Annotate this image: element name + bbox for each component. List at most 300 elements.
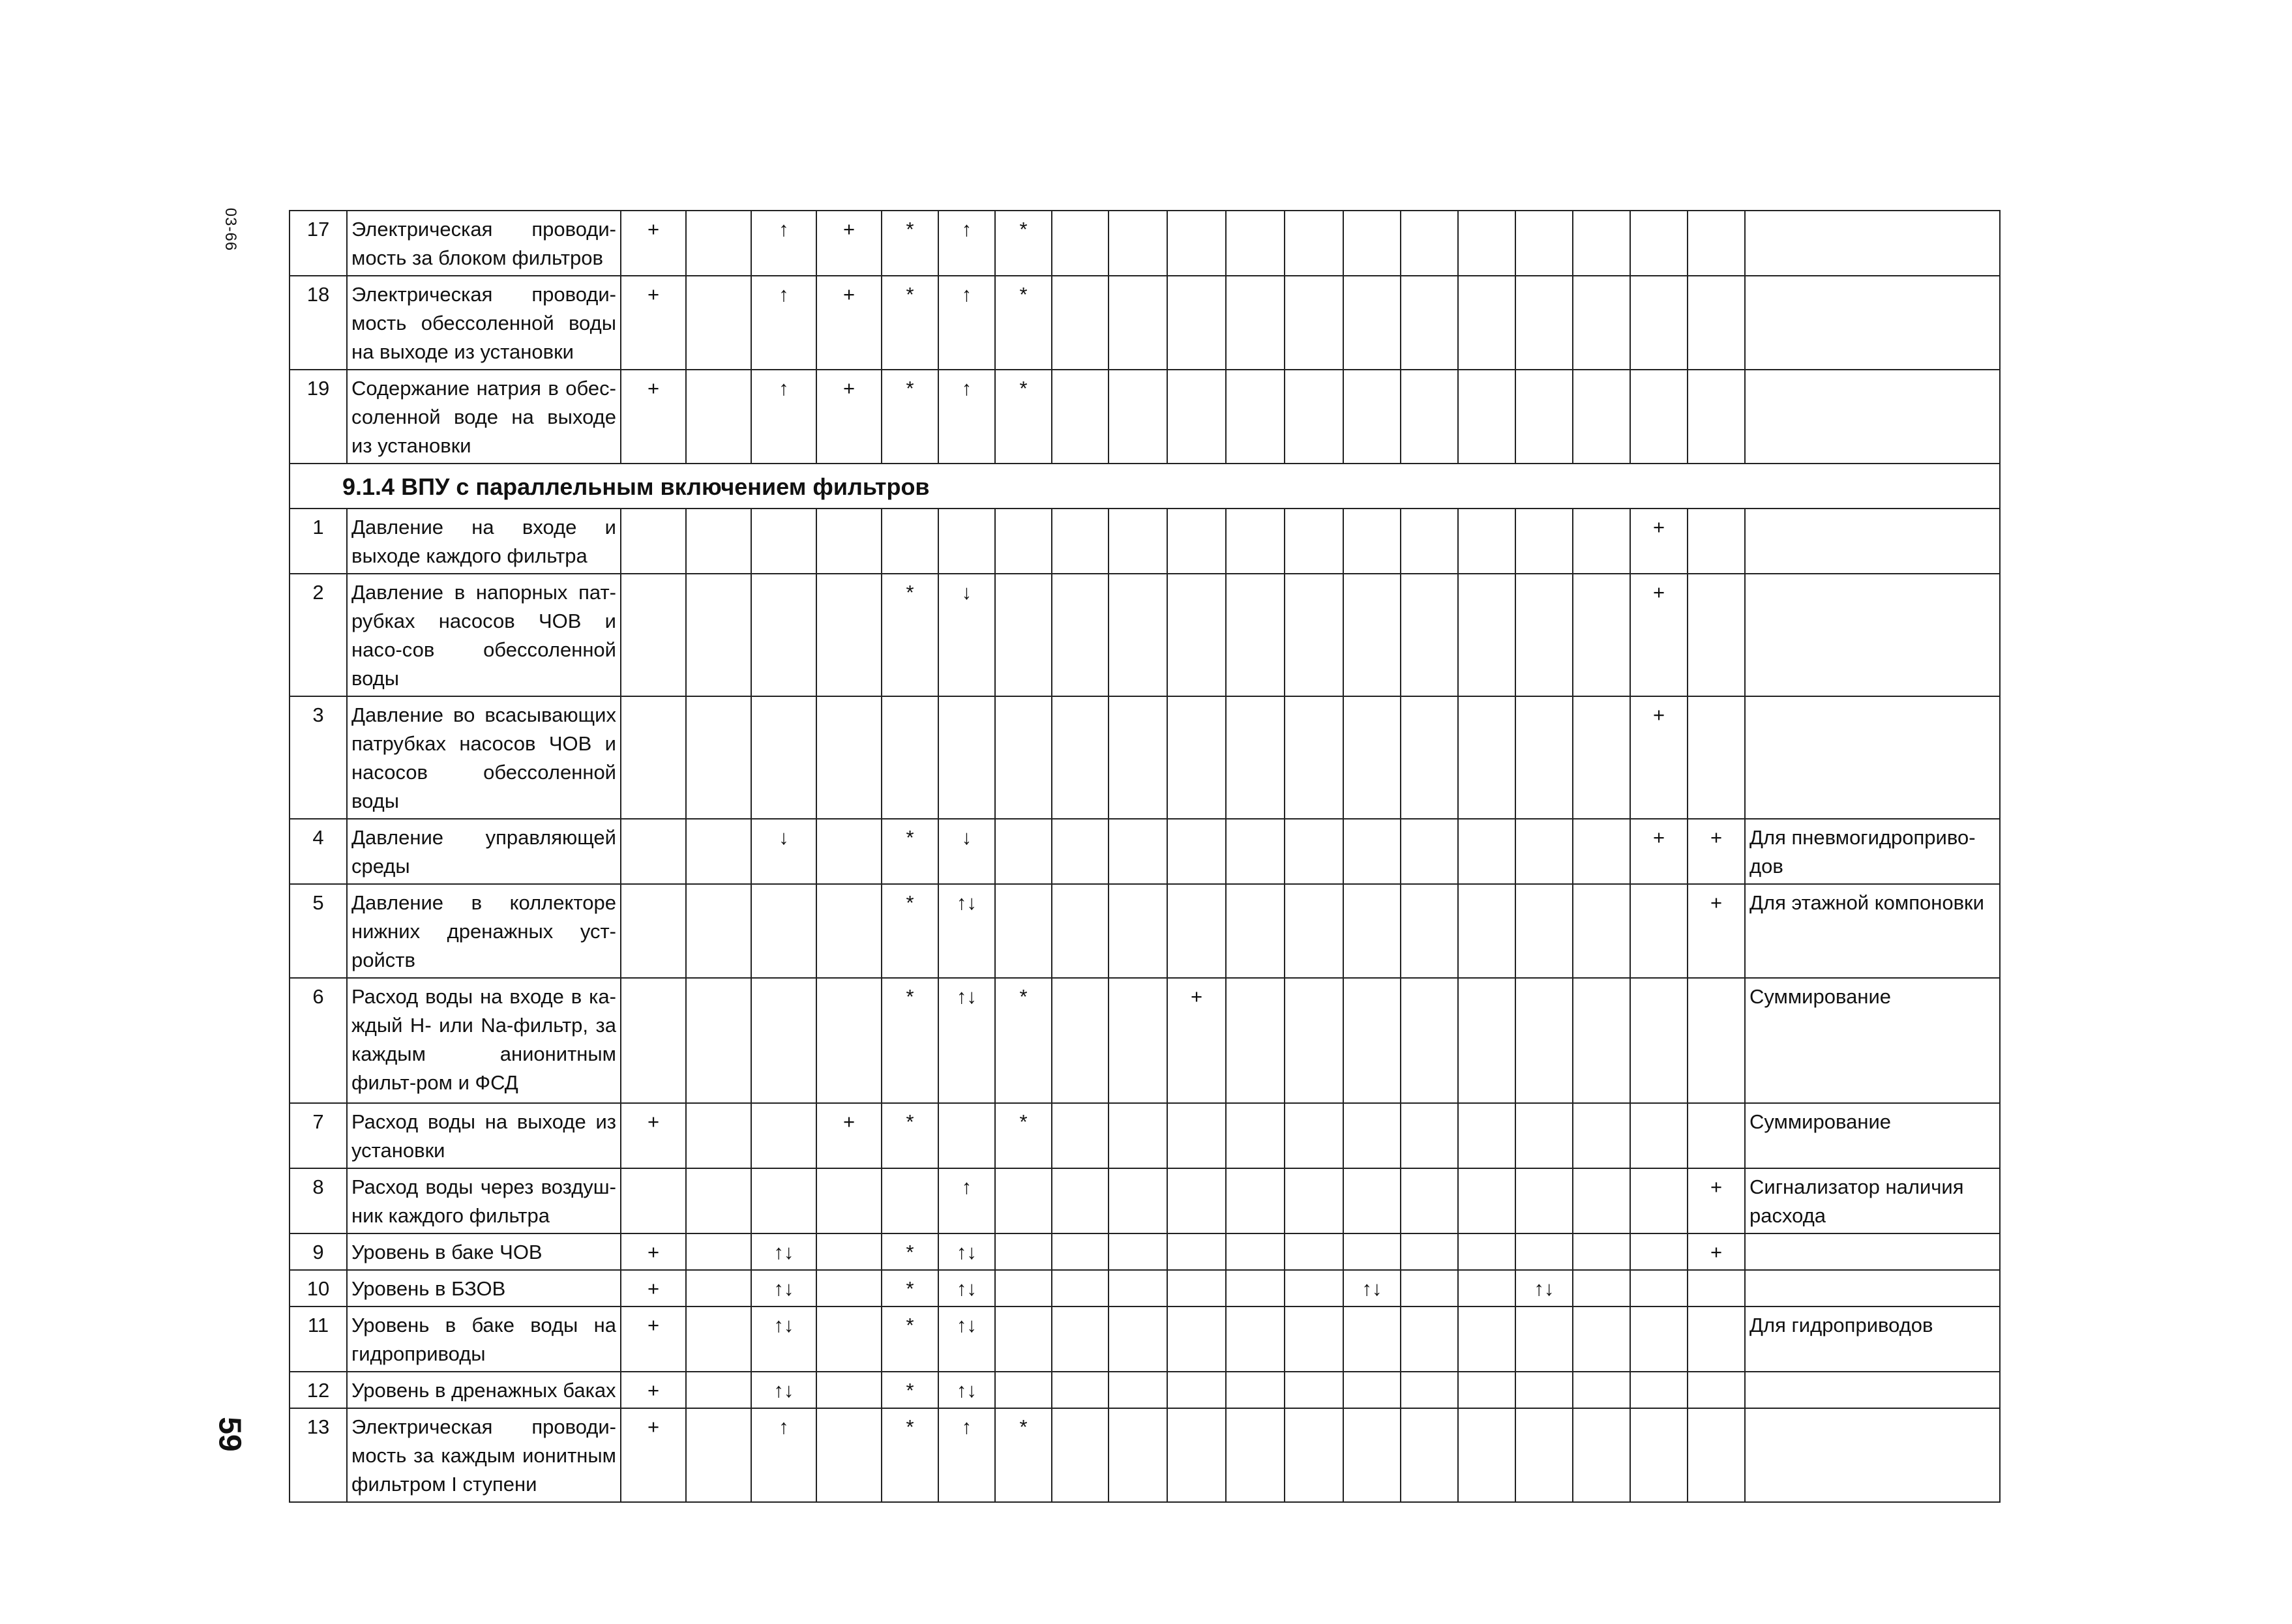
marker-cell <box>1226 574 1285 696</box>
marker-cell <box>686 370 751 464</box>
marker-cell <box>1401 1408 1458 1502</box>
marker-cell <box>1052 211 1109 276</box>
marker-cell <box>816 1233 882 1270</box>
marker-cell <box>1688 978 1745 1103</box>
marker-cell <box>686 1168 751 1233</box>
marker-cell <box>995 1307 1052 1372</box>
marker-cell <box>1052 978 1109 1103</box>
marker-cell <box>1573 211 1630 276</box>
marker-cell: * <box>882 574 938 696</box>
marker-cell <box>1109 819 1167 884</box>
marker-cell: + <box>1630 696 1688 819</box>
marker-cell <box>686 574 751 696</box>
marker-cell <box>1688 276 1745 370</box>
marker-cell <box>1343 211 1401 276</box>
marker-cell <box>1688 1408 1745 1502</box>
note-cell <box>1745 1270 2000 1307</box>
marker-cell <box>1458 978 1515 1103</box>
marker-cell <box>1167 276 1226 370</box>
marker-cell <box>1401 211 1458 276</box>
parameter-name: Электрическая проводи-мость обессоленной воды на выходе из установки <box>347 276 621 370</box>
parameters-table <box>289 210 2001 1503</box>
marker-cell: * <box>882 1270 938 1307</box>
marker-cell <box>1167 696 1226 819</box>
marker-cell <box>1515 276 1573 370</box>
table-row <box>290 696 2000 819</box>
marker-cell <box>1052 1307 1109 1372</box>
marker-cell <box>816 819 882 884</box>
marker-cell <box>1401 509 1458 574</box>
marker-cell: ↑ <box>938 1168 995 1233</box>
marker-cell: + <box>1688 1168 1745 1233</box>
marker-cell: + <box>621 1103 686 1168</box>
marker-cell <box>1515 696 1573 819</box>
table-row <box>290 276 2000 370</box>
marker-cell: ↑↓ <box>751 1307 816 1372</box>
marker-cell <box>1573 884 1630 978</box>
table-row <box>290 978 2000 1103</box>
marker-cell <box>686 509 751 574</box>
marker-cell <box>1226 1270 1285 1307</box>
table-row <box>290 370 2000 464</box>
marker-cell <box>816 1408 882 1502</box>
marker-cell <box>1109 1408 1167 1502</box>
marker-cell: * <box>882 1408 938 1502</box>
marker-cell <box>1285 978 1343 1103</box>
parameter-name: Расход воды на входе в ка-ждый Н- или Na-фильтр, за каждым анионитным фильт-ром и ФСД <box>347 978 621 1103</box>
marker-cell: + <box>1688 1233 1745 1270</box>
marker-cell <box>1052 1233 1109 1270</box>
marker-cell <box>1109 696 1167 819</box>
marker-cell <box>1343 1307 1401 1372</box>
marker-cell: ↑↓ <box>751 1270 816 1307</box>
marker-cell <box>1401 370 1458 464</box>
marker-cell <box>1052 1168 1109 1233</box>
marker-cell <box>1515 884 1573 978</box>
marker-cell <box>1285 819 1343 884</box>
marker-cell <box>1573 370 1630 464</box>
marker-cell <box>1688 370 1745 464</box>
row-number: 10 <box>290 1270 347 1307</box>
marker-cell: + <box>621 1372 686 1408</box>
marker-cell: ↓ <box>751 819 816 884</box>
parameter-name: Расход воды на выходе из установки <box>347 1103 621 1168</box>
marker-cell: ↑ <box>938 1408 995 1502</box>
row-number: 3 <box>290 696 347 819</box>
marker-cell <box>1401 276 1458 370</box>
marker-cell: + <box>1630 509 1688 574</box>
marker-cell <box>1109 509 1167 574</box>
marker-cell: ↑ <box>938 211 995 276</box>
marker-cell <box>1573 1233 1630 1270</box>
parameter-name: Давление управляющей среды <box>347 819 621 884</box>
marker-cell <box>1688 1307 1745 1372</box>
marker-cell <box>1167 1103 1226 1168</box>
marker-cell <box>1458 509 1515 574</box>
marker-cell <box>1515 1168 1573 1233</box>
note-cell <box>1745 1233 2000 1270</box>
table-row <box>290 1168 2000 1233</box>
marker-cell <box>995 509 1052 574</box>
marker-cell <box>995 819 1052 884</box>
marker-cell <box>1167 1372 1226 1408</box>
marker-cell <box>1458 574 1515 696</box>
note-cell: Для пневмогидроприво-дов <box>1745 819 2000 884</box>
marker-cell <box>1401 1270 1458 1307</box>
marker-cell <box>938 509 995 574</box>
marker-cell <box>1343 574 1401 696</box>
marker-cell <box>1226 276 1285 370</box>
marker-cell: + <box>1630 819 1688 884</box>
marker-cell <box>686 211 751 276</box>
marker-cell: + <box>621 1307 686 1372</box>
marker-cell: + <box>1167 978 1226 1103</box>
marker-cell <box>995 1233 1052 1270</box>
marker-cell: ↑↓ <box>938 1372 995 1408</box>
marker-cell <box>1573 1103 1630 1168</box>
row-number: 7 <box>290 1103 347 1168</box>
marker-cell <box>882 1168 938 1233</box>
marker-cell <box>1688 574 1745 696</box>
note-cell <box>1745 696 2000 819</box>
marker-cell: + <box>816 211 882 276</box>
marker-cell <box>1343 1168 1401 1233</box>
marker-cell <box>1109 884 1167 978</box>
marker-cell <box>1458 276 1515 370</box>
marker-cell <box>1285 276 1343 370</box>
document-code: 03-66 <box>222 207 239 252</box>
parameter-name: Давление в коллекторе нижних дренажных уст-ройств <box>347 884 621 978</box>
marker-cell <box>621 884 686 978</box>
marker-cell <box>1343 819 1401 884</box>
marker-cell <box>816 1307 882 1372</box>
note-cell: Для гидроприводов <box>1745 1307 2000 1372</box>
marker-cell: + <box>621 1408 686 1502</box>
row-number: 4 <box>290 819 347 884</box>
marker-cell <box>1052 1103 1109 1168</box>
marker-cell: + <box>621 211 686 276</box>
row-number: 8 <box>290 1168 347 1233</box>
marker-cell <box>1109 1233 1167 1270</box>
marker-cell <box>1515 819 1573 884</box>
marker-cell <box>1109 1103 1167 1168</box>
marker-cell <box>621 1168 686 1233</box>
marker-cell <box>816 1168 882 1233</box>
marker-cell <box>995 696 1052 819</box>
note-cell <box>1745 370 2000 464</box>
marker-cell <box>686 884 751 978</box>
marker-cell <box>1285 1270 1343 1307</box>
marker-cell <box>1109 370 1167 464</box>
marker-cell <box>1343 1233 1401 1270</box>
marker-cell: ↑ <box>938 370 995 464</box>
marker-cell: + <box>1630 574 1688 696</box>
marker-cell <box>1630 1103 1688 1168</box>
marker-cell <box>1109 1168 1167 1233</box>
marker-cell: ↑↓ <box>938 884 995 978</box>
marker-cell <box>1285 884 1343 978</box>
marker-cell <box>1573 1307 1630 1372</box>
marker-cell: ↑↓ <box>751 1233 816 1270</box>
marker-cell <box>1458 370 1515 464</box>
marker-cell: * <box>882 1307 938 1372</box>
marker-cell <box>1226 1372 1285 1408</box>
marker-cell: ↑↓ <box>1515 1270 1573 1307</box>
marker-cell <box>1458 884 1515 978</box>
marker-cell: + <box>621 276 686 370</box>
marker-cell: * <box>995 211 1052 276</box>
marker-cell: ↓ <box>938 574 995 696</box>
row-number: 6 <box>290 978 347 1103</box>
marker-cell <box>1226 1233 1285 1270</box>
marker-cell: ↑ <box>751 370 816 464</box>
table-row <box>290 574 2000 696</box>
marker-cell <box>816 509 882 574</box>
parameter-name: Уровень в баке воды на гидроприводы <box>347 1307 621 1372</box>
marker-cell <box>1285 1168 1343 1233</box>
parameter-name: Давление на входе и выходе каждого фильтра <box>347 509 621 574</box>
marker-cell <box>1573 819 1630 884</box>
row-number: 17 <box>290 211 347 276</box>
marker-cell: * <box>882 1233 938 1270</box>
parameter-name: Давление во всасывающих патрубках насосов ЧОВ и насосов обессоленной воды <box>347 696 621 819</box>
marker-cell <box>751 1103 816 1168</box>
marker-cell <box>1052 884 1109 978</box>
parameter-name: Уровень в БЗОВ <box>347 1270 621 1307</box>
marker-cell <box>1285 574 1343 696</box>
marker-cell <box>1343 276 1401 370</box>
marker-cell <box>1630 211 1688 276</box>
marker-cell <box>1226 884 1285 978</box>
marker-cell <box>1226 819 1285 884</box>
marker-cell <box>751 696 816 819</box>
marker-cell <box>1052 574 1109 696</box>
marker-cell <box>1226 211 1285 276</box>
marker-cell <box>1515 978 1573 1103</box>
marker-cell <box>882 509 938 574</box>
marker-cell <box>1109 276 1167 370</box>
marker-cell <box>1226 1307 1285 1372</box>
marker-cell: + <box>1688 819 1745 884</box>
marker-cell <box>1515 1103 1573 1168</box>
note-cell <box>1745 1372 2000 1408</box>
marker-cell <box>1167 1168 1226 1233</box>
marker-cell <box>1167 884 1226 978</box>
marker-cell: * <box>882 884 938 978</box>
note-cell: Суммирование <box>1745 1103 2000 1168</box>
marker-cell: ↑↓ <box>938 1233 995 1270</box>
marker-cell <box>1109 1372 1167 1408</box>
marker-cell: + <box>621 1270 686 1307</box>
table-row <box>290 1372 2000 1408</box>
marker-cell <box>1052 1372 1109 1408</box>
marker-cell <box>1167 211 1226 276</box>
marker-cell <box>686 1103 751 1168</box>
marker-cell <box>816 884 882 978</box>
note-cell <box>1745 574 2000 696</box>
marker-cell <box>686 1408 751 1502</box>
marker-cell <box>1401 819 1458 884</box>
note-cell: Для этажной компоновки <box>1745 884 2000 978</box>
marker-cell <box>1226 1408 1285 1502</box>
row-number: 12 <box>290 1372 347 1408</box>
marker-cell <box>1458 1307 1515 1372</box>
marker-cell <box>1688 1270 1745 1307</box>
marker-cell <box>1109 211 1167 276</box>
marker-cell <box>1343 978 1401 1103</box>
parameter-name: Электрическая проводи-мость за каждым ионитным фильтром I ступени <box>347 1408 621 1502</box>
table-row <box>290 884 2000 978</box>
marker-cell <box>1343 1103 1401 1168</box>
table-row <box>290 1307 2000 1372</box>
marker-cell <box>1458 819 1515 884</box>
marker-cell <box>1052 370 1109 464</box>
marker-cell <box>1630 1168 1688 1233</box>
marker-cell <box>621 978 686 1103</box>
parameter-name: Расход воды через воздуш-ник каждого фильтра <box>347 1168 621 1233</box>
note-cell <box>1745 509 2000 574</box>
marker-cell: * <box>995 1103 1052 1168</box>
marker-cell <box>1401 1103 1458 1168</box>
row-number: 9 <box>290 1233 347 1270</box>
marker-cell <box>995 1372 1052 1408</box>
marker-cell <box>1573 1408 1630 1502</box>
marker-cell <box>1167 509 1226 574</box>
marker-cell <box>1515 211 1573 276</box>
marker-cell <box>1226 509 1285 574</box>
note-cell <box>1745 211 2000 276</box>
marker-cell <box>1052 696 1109 819</box>
marker-cell <box>686 819 751 884</box>
marker-cell <box>1401 574 1458 696</box>
marker-cell <box>686 276 751 370</box>
marker-cell <box>1052 1408 1109 1502</box>
marker-cell: * <box>995 1408 1052 1502</box>
marker-cell <box>1285 211 1343 276</box>
marker-cell <box>995 574 1052 696</box>
table-row <box>290 509 2000 574</box>
marker-cell <box>1285 1103 1343 1168</box>
marker-cell: * <box>882 211 938 276</box>
marker-cell: + <box>816 370 882 464</box>
marker-cell <box>621 574 686 696</box>
section-title: 9.1.4 ВПУ с параллельным включением фильтров <box>290 464 2000 509</box>
marker-cell <box>1401 884 1458 978</box>
marker-cell <box>816 1372 882 1408</box>
marker-cell: ↑ <box>938 276 995 370</box>
marker-cell <box>1458 1270 1515 1307</box>
page-number: 59 <box>212 1417 247 1452</box>
marker-cell <box>1052 276 1109 370</box>
marker-cell: ↑↓ <box>938 978 995 1103</box>
note-cell: Сигнализатор наличия расхода <box>1745 1168 2000 1233</box>
marker-cell: ↑ <box>751 211 816 276</box>
marker-cell <box>1630 884 1688 978</box>
marker-cell: ↑↓ <box>938 1307 995 1372</box>
marker-cell: ↑↓ <box>1343 1270 1401 1307</box>
row-number: 13 <box>290 1408 347 1502</box>
marker-cell <box>938 696 995 819</box>
marker-cell <box>1167 1307 1226 1372</box>
marker-cell <box>1688 1103 1745 1168</box>
row-number: 19 <box>290 370 347 464</box>
marker-cell <box>1052 819 1109 884</box>
marker-cell: * <box>882 370 938 464</box>
marker-cell: * <box>882 276 938 370</box>
row-number: 1 <box>290 509 347 574</box>
marker-cell <box>1458 1372 1515 1408</box>
marker-cell: * <box>882 978 938 1103</box>
marker-cell: * <box>995 370 1052 464</box>
marker-cell <box>1458 1233 1515 1270</box>
marker-cell: ↑↓ <box>938 1270 995 1307</box>
note-cell <box>1745 1408 2000 1502</box>
marker-cell <box>1458 1408 1515 1502</box>
marker-cell <box>1458 211 1515 276</box>
marker-cell <box>1630 1408 1688 1502</box>
marker-cell <box>1630 978 1688 1103</box>
marker-cell <box>1630 1307 1688 1372</box>
marker-cell: + <box>621 1233 686 1270</box>
marker-cell <box>1285 696 1343 819</box>
row-number: 18 <box>290 276 347 370</box>
marker-cell <box>751 509 816 574</box>
row-number: 11 <box>290 1307 347 1372</box>
marker-cell <box>1401 1307 1458 1372</box>
parameter-name: Уровень в баке ЧОВ <box>347 1233 621 1270</box>
marker-cell <box>686 1233 751 1270</box>
marker-cell <box>1630 1270 1688 1307</box>
marker-cell: + <box>816 1103 882 1168</box>
marker-cell <box>1515 1233 1573 1270</box>
marker-cell <box>1226 1103 1285 1168</box>
marker-cell <box>1285 1233 1343 1270</box>
marker-cell <box>1630 276 1688 370</box>
marker-cell <box>1401 1372 1458 1408</box>
marker-cell <box>1343 696 1401 819</box>
marker-cell <box>1401 978 1458 1103</box>
marker-cell <box>686 978 751 1103</box>
marker-cell <box>1573 696 1630 819</box>
marker-cell: ↑↓ <box>751 1372 816 1408</box>
marker-cell <box>995 1270 1052 1307</box>
marker-cell <box>1630 370 1688 464</box>
marker-cell: * <box>882 1103 938 1168</box>
parameter-name: Электрическая проводи-мость за блоком фильтров <box>347 211 621 276</box>
marker-cell <box>816 574 882 696</box>
marker-cell <box>1052 1270 1109 1307</box>
marker-cell <box>1688 1372 1745 1408</box>
marker-cell <box>1573 978 1630 1103</box>
marker-cell <box>1343 370 1401 464</box>
marker-cell <box>1515 1307 1573 1372</box>
marker-cell <box>1109 1307 1167 1372</box>
marker-cell <box>1167 1408 1226 1502</box>
marker-cell <box>1573 1270 1630 1307</box>
marker-cell: * <box>882 819 938 884</box>
note-cell: Суммирование <box>1745 978 2000 1103</box>
marker-cell <box>1401 1233 1458 1270</box>
marker-cell <box>751 978 816 1103</box>
marker-cell <box>751 574 816 696</box>
marker-cell <box>1630 1233 1688 1270</box>
marker-cell <box>1515 509 1573 574</box>
section-heading-row <box>290 464 2000 509</box>
marker-cell <box>1285 509 1343 574</box>
marker-cell <box>1630 1372 1688 1408</box>
parameter-name: Давление в напорных пат-рубках насосов ЧОВ и насо-сов обессоленной воды <box>347 574 621 696</box>
marker-cell <box>1515 1372 1573 1408</box>
